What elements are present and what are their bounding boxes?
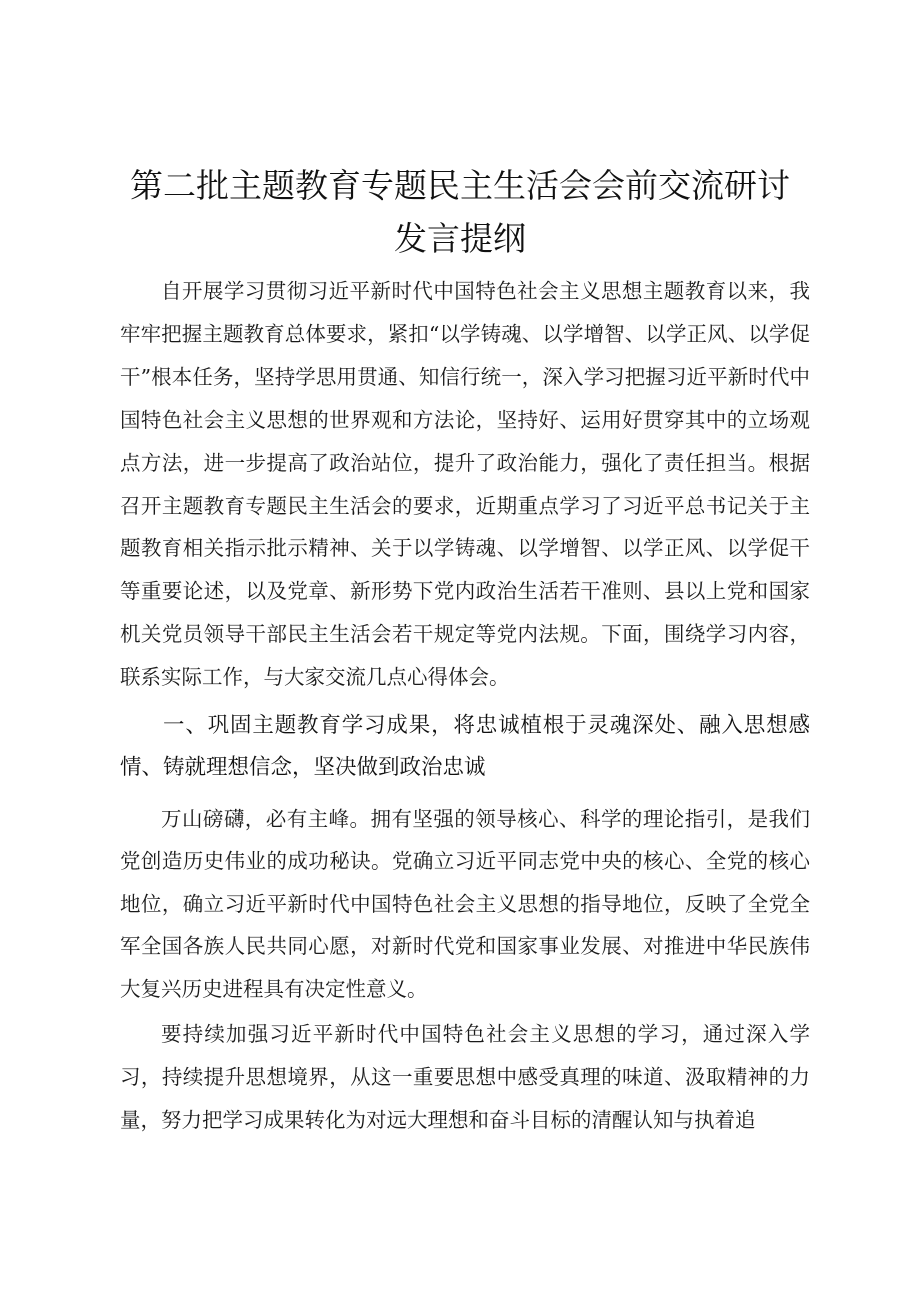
section-1-heading: 一、巩固主题教育学习成果，将忠诚植根于灵魂深处、融入思想感情、铸就理想信念，坚决做到政治忠诚 [120, 713, 810, 780]
document-title-line-2: 发言提纲 [394, 219, 526, 258]
section-1-paragraph-1: 万山磅礴，必有主峰。拥有坚强的领导核心、科学的理论指引，是我们党创造历史伟业的成功秘诀。党确立习近平同志党中央的核心、全党的核心地位，确立习近平新时代中国特色社会主义思想的指导地位，反映了全党全军全国各族人民共同心愿，对新时代党和国家事业发展、对推进中华民族伟大复兴历史进程具有决定性意义。 [120, 807, 810, 1001]
section-1-paragraph-2: 要持续加强习近平新时代中国特色社会主义思想的学习，通过深入学习，持续提升思想境界，从这一重要思想中感受真理的味道、汲取精神的力量，努力把学习成果转化为对远大理想和奋斗目标的清醒认知与执着追 [120, 1022, 810, 1132]
document-title-line-1: 第二批主题教育专题民主生活会会前交流研讨 [130, 166, 790, 205]
intro-paragraph: 自开展学习贯彻习近平新时代中国特色社会主义思想主题教育以来，我牢牢把握主题教育总体要求，紧扣“以学铸魂、以学增智、以学正风、以学促干”根本任务，坚持学思用贯通、知信行统一，深入学习把握习近平新时代中国特色社会主义思想的世界观和方法论，坚持好、运用好贯穿其中的立场观点方法，进一步提高了政治站位，提升了政治能力，强化了责任担当。根据召开主题教育专题民主生活会的要求，近期重点学习了习近平总书记关于主题教育相关指示批示精神、关于以学铸魂、以学增智、以学正风、以学促干等重要论述，以及党章、新形势下党内政治生活若干准则、县以上党和国家机关党员领导干部民主生活会若干规定等党内法规。下面，围绕学习内容，联系实际工作，与大家交流几点心得体会。 [120, 279, 810, 690]
